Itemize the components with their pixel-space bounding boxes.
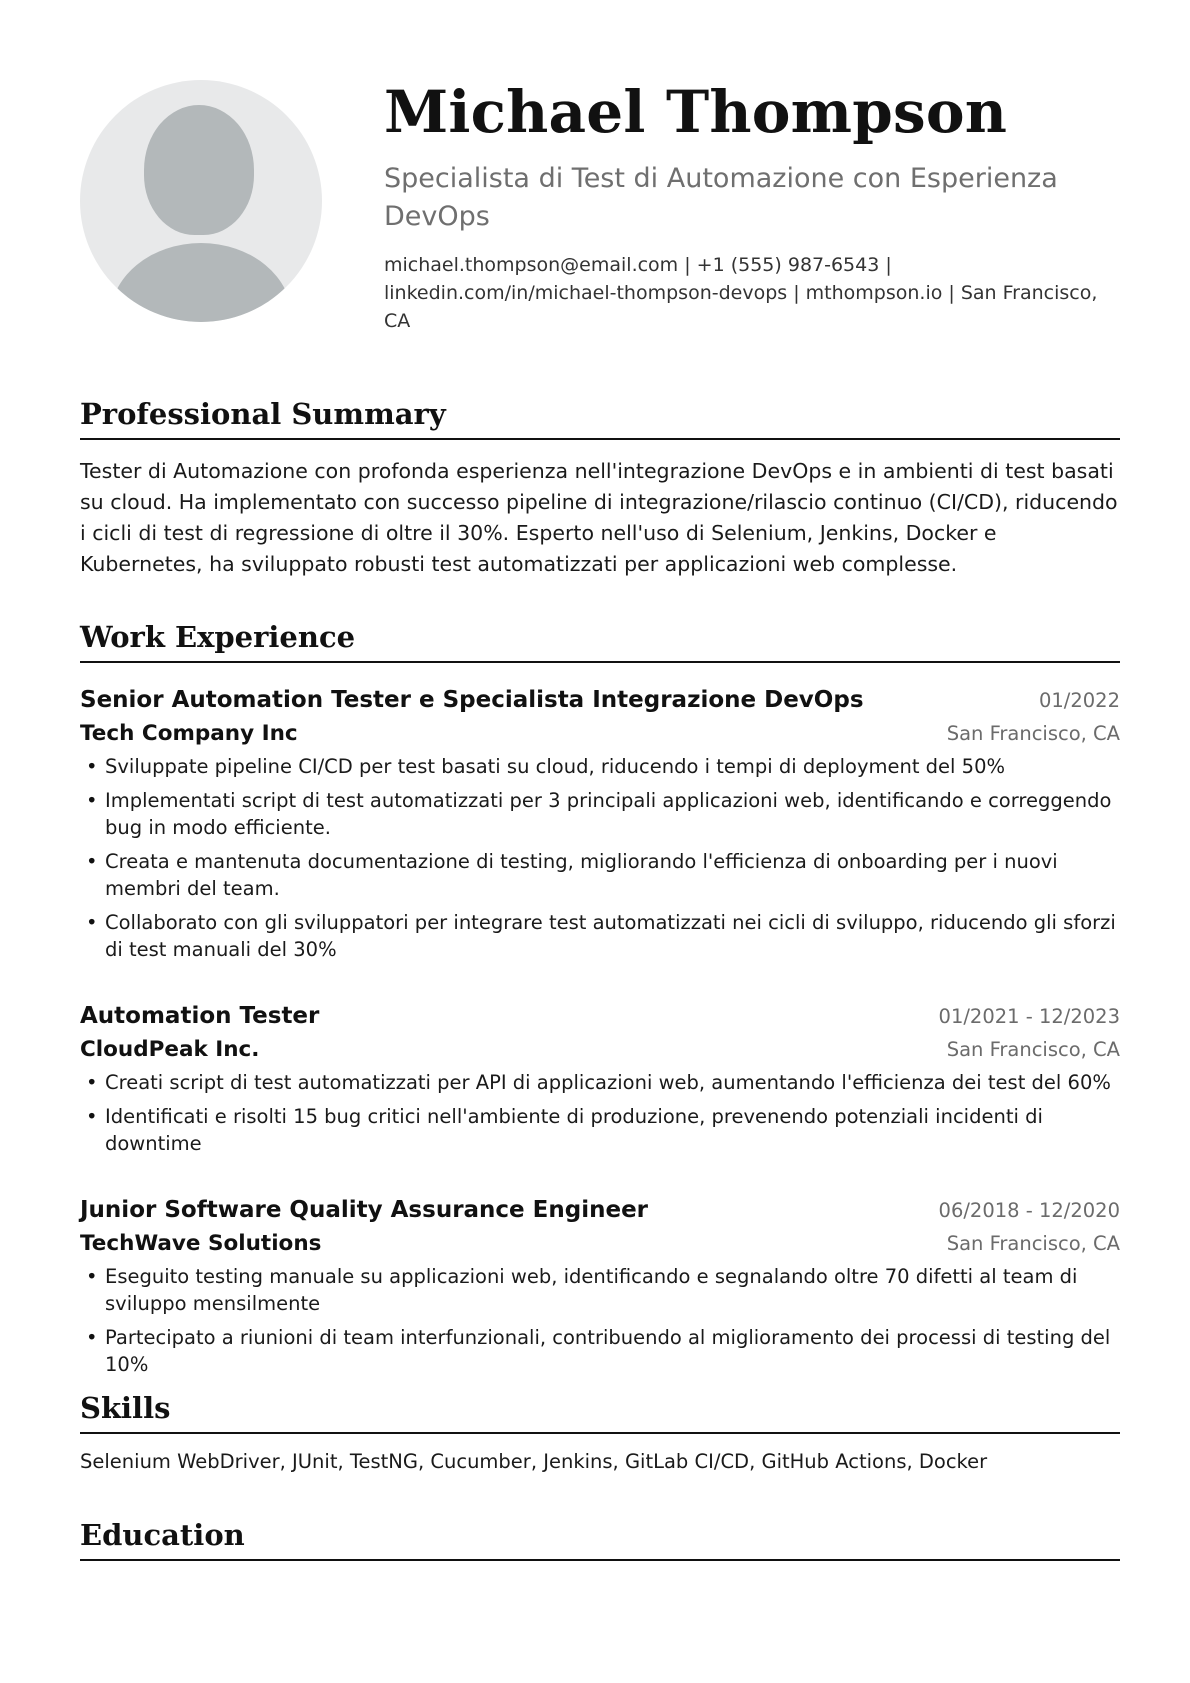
job-title: Junior Software Quality Assurance Engineer <box>80 1197 649 1223</box>
job-dates: 06/2018 - 12/2020 <box>938 1199 1120 1222</box>
education-heading: Education <box>80 1515 1120 1561</box>
job-company-row <box>80 1227 1120 1261</box>
experience-section <box>80 617 1120 1385</box>
candidate-title: Specialista di Test di Automazione con Esperienza DevOps <box>384 163 1058 232</box>
job-location: San Francisco, CA <box>946 1038 1120 1061</box>
job-bullet: • Sviluppate pipeline CI/CD per test basati su cloud, riducendo i tempi di deployment del 50% <box>80 753 1120 780</box>
job-company: CloudPeak Inc. <box>80 1037 260 1062</box>
skills-heading: Skills <box>80 1388 1120 1434</box>
job-bullet: • Partecipato a riunioni di team interfunzionali, contribuendo al miglioramento dei processi di testing del 10% <box>80 1324 1120 1378</box>
header <box>384 76 1124 335</box>
skills-section <box>80 1388 1120 1476</box>
job-title: Senior Automation Tester e Specialista Integrazione DevOps <box>80 687 864 713</box>
job-bullets <box>80 753 1120 963</box>
avatar-placeholder-icon <box>80 80 322 322</box>
job-entry <box>80 683 1120 963</box>
job-bullets <box>80 1069 1120 1157</box>
job-title: Automation Tester <box>80 1003 320 1029</box>
summary-heading: Professional Summary <box>80 394 1120 440</box>
summary-section <box>80 394 1120 580</box>
job-location: San Francisco, CA <box>946 722 1120 745</box>
job-company: TechWave Solutions <box>80 1231 322 1256</box>
job-bullet: • Identificati e risolti 15 bug critici nell'ambiente di produzione, prevenendo potenziali incidenti di downtime <box>80 1103 1120 1157</box>
job-location: San Francisco, CA <box>946 1232 1120 1255</box>
job-bullet: • Eseguito testing manuale su applicazioni web, identificando e segnalando oltre 70 difetti al team di sviluppo mensilmente <box>80 1263 1120 1317</box>
job-title-row <box>80 683 1120 717</box>
job-bullet: • Implementati script di test automatizzati per 3 principali applicazioni web, identificando e correggendo bug in modo efficiente. <box>80 787 1120 841</box>
job-company-row <box>80 1033 1120 1067</box>
job-title-row <box>80 999 1120 1033</box>
job-entry <box>80 999 1120 1157</box>
job-bullets <box>80 1263 1120 1378</box>
job-dates: 01/2021 - 12/2023 <box>938 1005 1120 1028</box>
experience-heading: Work Experience <box>80 617 1120 663</box>
job-bullet: • Collaborato con gli sviluppatori per integrare test automatizzati nei cicli di sviluppo, riducendo gli sforzi di test manuali del 30% <box>80 909 1120 963</box>
job-company-row <box>80 717 1120 751</box>
job-bullet: • Creati script di test automatizzati per API di applicazioni web, aumentando l'efficienza dei test del 60% <box>80 1069 1120 1096</box>
job-entry <box>80 1193 1120 1378</box>
job-company: Tech Company Inc <box>80 721 298 746</box>
job-bullet: • Creata e mantenuta documentazione di testing, migliorando l'efficienza di onboarding per i nuovi membri del team. <box>80 848 1120 902</box>
contact-info: michael.thompson@email.com | +1 (555) 987-6543 | linkedin.com/in/michael-thompson-devops | mthompson.io | San Francisco, CA <box>384 254 1098 332</box>
avatar-head-shape <box>144 105 254 235</box>
job-dates: 01/2022 <box>1038 689 1120 712</box>
skills-text: Selenium WebDriver, JUnit, TestNG, Cucumber, Jenkins, GitLab CI/CD, GitHub Actions, Docker <box>80 1450 988 1473</box>
job-title-row <box>80 1193 1120 1227</box>
candidate-name: Michael Thompson <box>384 78 1008 146</box>
education-section <box>80 1515 1120 1561</box>
avatar-shoulders-shape <box>110 243 292 322</box>
summary-text: Tester di Automazione con profonda esperienza nell'integrazione DevOps e in ambienti di test basati su cloud. Ha implementato con successo pipeline di integrazione/rilascio continuo (CI/CD), riducendo i cicli di test di regressione di oltre il 30%. Esperto nell'uso di Selenium, Jenkins, Docker e Kubernetes, ha sviluppato robusti test automatizzati per applicazioni web complesse. <box>80 459 1118 576</box>
